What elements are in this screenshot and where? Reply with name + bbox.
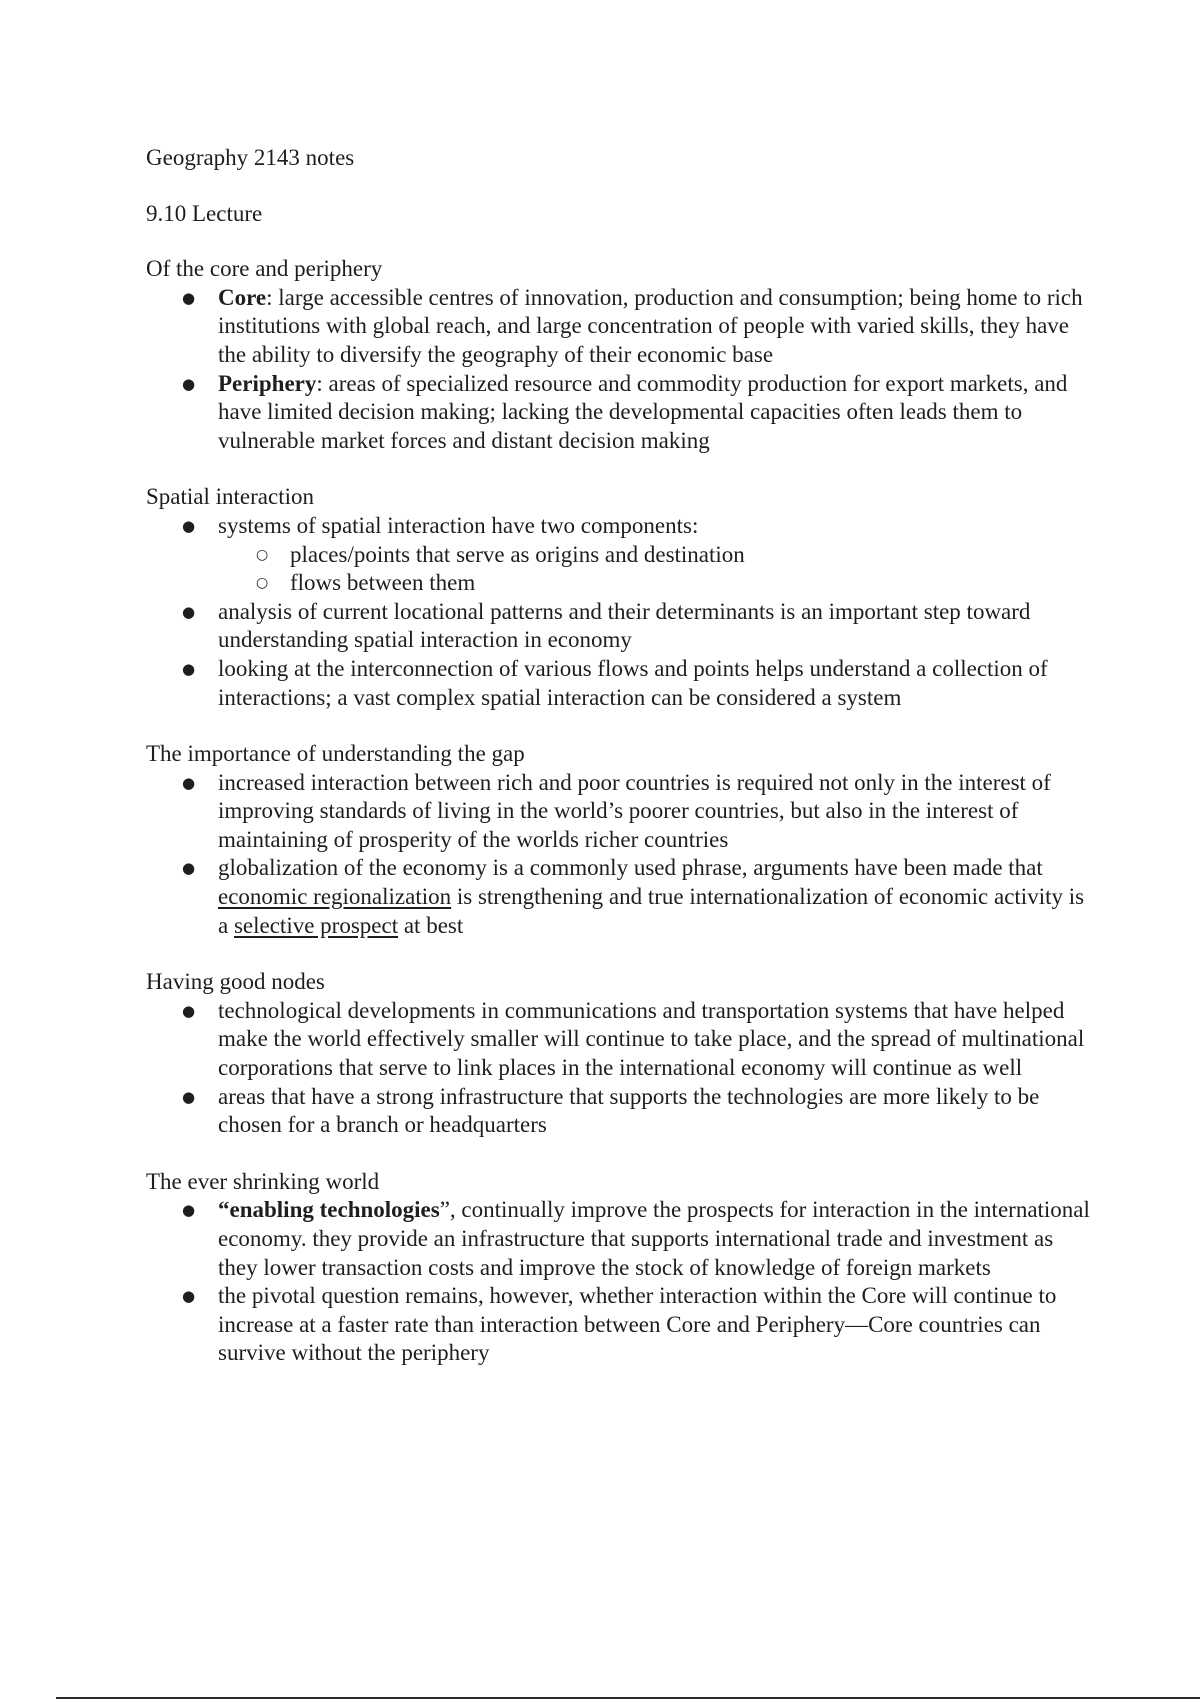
list-item: ● the pivotal question remains, however, whether interaction within the Core will continue to increase at a faster rate than interaction between Core and Periphery—Core countries can survive without the periphery [146,1282,1096,1368]
list-item [146,370,1096,456]
underlined-term: selective prospect [233,912,399,938]
bullet-list [146,1196,1096,1368]
section-shrinking-world [146,1168,1096,1368]
sub-list-item: ○ flows between them [218,569,1096,598]
document-title: Geography 2143 notes [146,145,355,170]
bullet-text: at best [398,912,464,938]
bullet-text: is strengthening and true internationalization of economic activity is a [218,884,1085,938]
section-good-nodes [146,968,1096,1140]
lecture-label: 9.10 Lecture [146,200,263,226]
definition-text: : large accessible centres of innovation, production and consumption; being home to rich institutions with global reach, and large concentration of people with varied skills, they have the ability to diversify the geography of their economic base [218,284,1083,367]
section-spatial-interaction [146,483,1096,712]
bullet-text: systems of spatial interaction have two components: [218,512,699,538]
definition-text: : areas of specialized resource and commodity production for export markets, and have limited decision making; lacking the developmental capacities often leads them to vulnerable market forces and distant decision making [218,370,1068,453]
list-item: ● increased interaction between rich and poor countries is required not only in the interest of improving standards of living in the world’s poorer countries, but also in the interest of maintaining of prosperity of the worlds richer countries [146,769,1096,855]
definition-text: ”, continually improve the prospects for interaction in the international economy. they provide an infrastructure that supports international trade and investment as they lower transaction costs and improve the stock of knowledge of foreign markets [218,1197,1090,1280]
list-item [146,1196,1096,1282]
document-page [146,144,1096,1396]
list-item: ● areas that have a strong infrastructure that supports the technologies are more likely to be chosen for a branch or headquarters [146,1083,1096,1140]
list-item: ● looking at the interconnection of various flows and points helps understand a collection of interactions; a vast complex spatial interaction can be considered a system [146,655,1096,712]
section-heading: Spatial interaction [146,484,314,510]
underlined-term: economic regionalization [218,884,452,910]
term-core: Core [218,284,267,310]
term-periphery: Periphery [218,370,317,396]
list-item [146,512,1096,598]
list-item: ● analysis of current locational patterns and their determinants is an important step toward understanding spatial interaction in economy [146,598,1096,655]
section-heading: The importance of understanding the gap [146,741,525,767]
list-item [146,284,1096,370]
bullet-list [146,512,1096,712]
sub-bullet-list [218,541,1096,598]
section-heading: Having good nodes [146,969,325,995]
section-heading: The ever shrinking world [146,1168,380,1194]
section-core-periphery [146,255,1096,455]
section-understanding-gap [146,740,1096,940]
list-item [146,854,1096,940]
sub-list-item: ○ places/points that serve as origins and destination [218,541,1096,570]
bullet-list [146,769,1096,941]
list-item: ● technological developments in communications and transportation systems that have helped make the world effectively smaller will continue to take place, and the spread of multinational corporations that serve to link places in the international economy will continue as well [146,997,1096,1083]
bullet-list [146,997,1096,1140]
term-enabling-technologies: “enabling technologies [218,1197,440,1223]
section-heading: Of the core and periphery [146,256,383,282]
bullet-list [146,284,1096,456]
bullet-text: globalization of the economy is a commonly used phrase, arguments have been made that [218,855,1043,881]
footer-divider [56,1697,1200,1699]
